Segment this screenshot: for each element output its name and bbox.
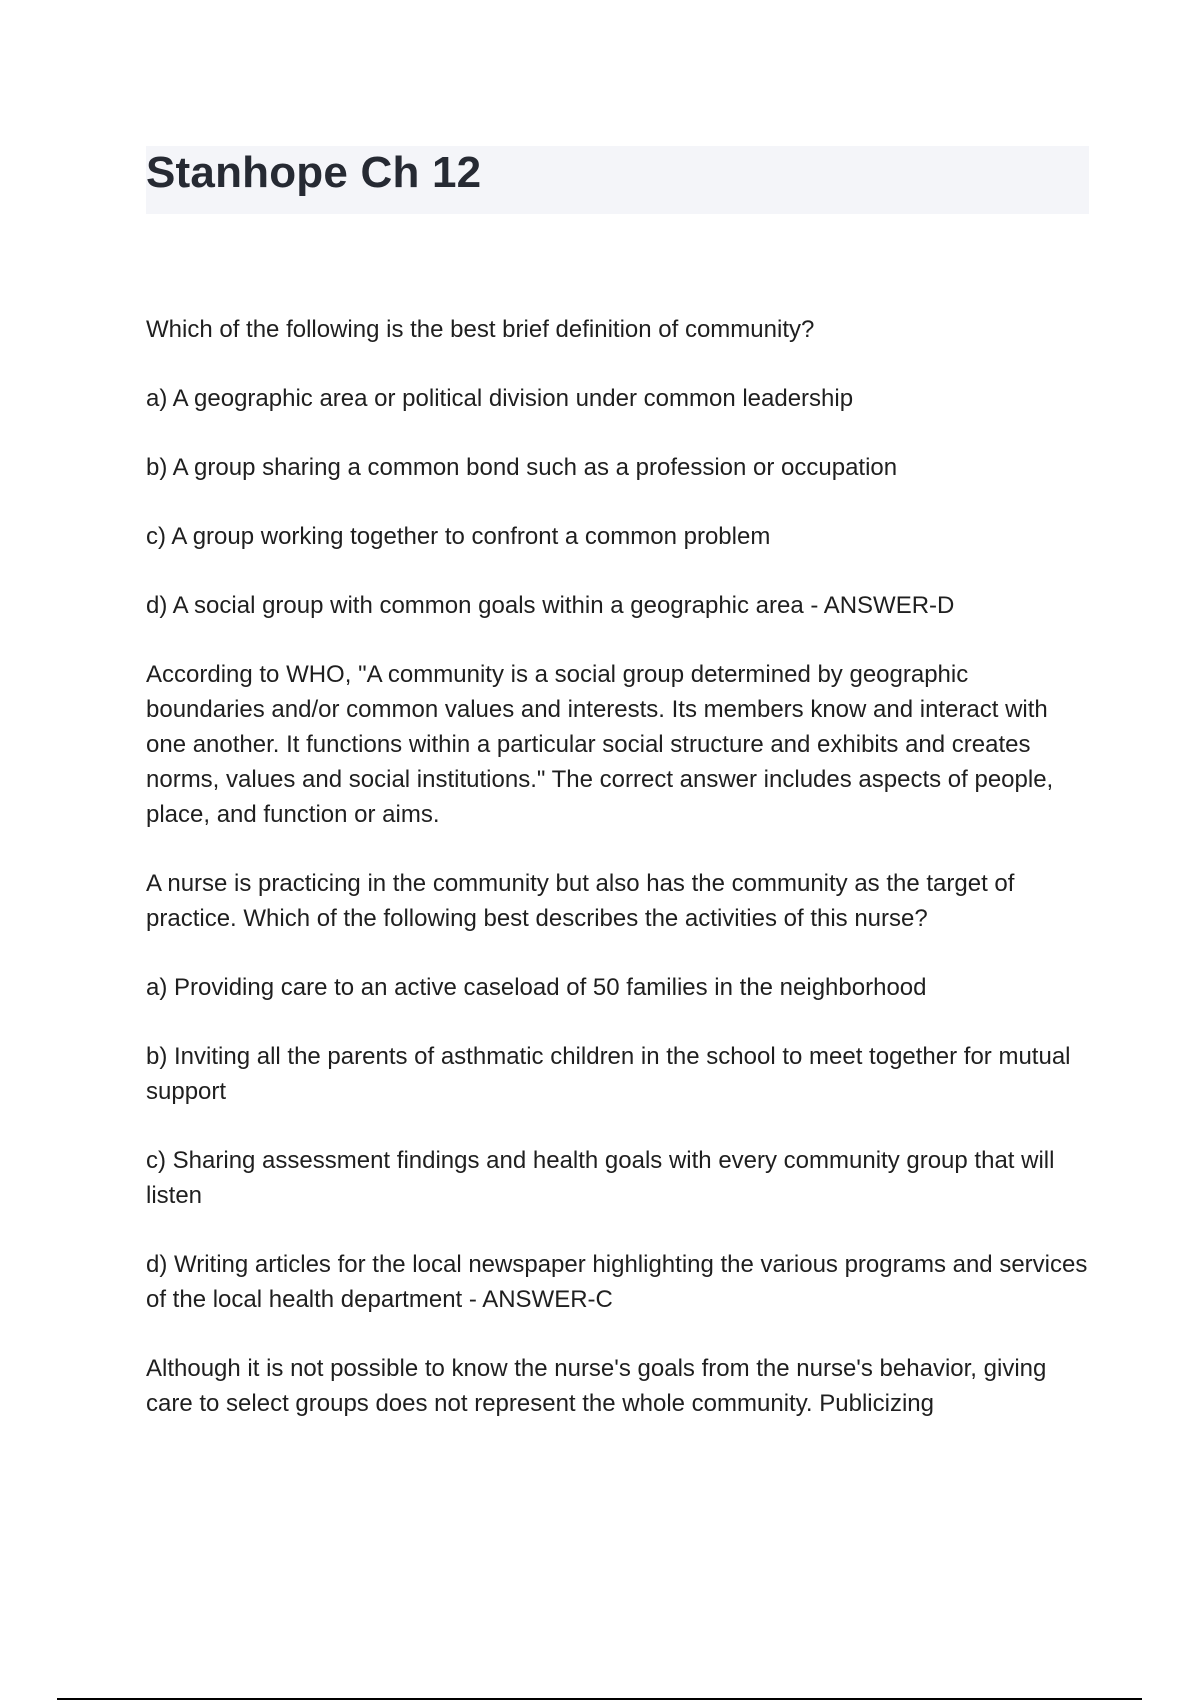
question-1-stem: Which of the following is the best brief definition of community? [146, 316, 815, 343]
question-1-option-b: b) A group sharing a common bond such as a profession or occupation [146, 454, 898, 481]
question-2-option-a: a) Providing care to an active caseload of 50 families in the neighborhood [146, 974, 927, 1001]
question-1-option-a: a) A geographic area or political division under common leadership [146, 385, 854, 412]
question-1-option-d: d) A social group with common goals within a geographic area - ANSWER-D [146, 592, 955, 619]
question-2-stem: A nurse is practicing in the community but also has the community as the target of practice. Which of the following best describes the activities of this nurse? [146, 870, 1015, 932]
question-1-rationale: According to WHO, "A community is a social group determined by geographic boundaries and/or common values and interests. Its members know and interact with one another. It functions within a particular social structure and exhibits and creates norms, values and social institutions." The correct answer includes aspects of people, place, and function or aims. [146, 661, 1054, 828]
document-body [146, 312, 1092, 1455]
question-2-option-c: c) Sharing assessment findings and health goals with every community group that will listen [146, 1147, 1055, 1209]
question-1-option-c: c) A group working together to confront a common problem [146, 523, 771, 550]
page-title: Stanhope Ch 12 [146, 148, 482, 197]
question-2-rationale: Although it is not possible to know the nurse's goals from the nurse's behavior, giving care to select groups does not represent the whole community. Publicizing [146, 1355, 1047, 1417]
question-2-option-d: d) Writing articles for the local newspaper highlighting the various programs and services of the local health department - ANSWER-C [146, 1251, 1088, 1313]
question-2-option-b: b) Inviting all the parents of asthmatic children in the school to meet together for mutual support [146, 1043, 1071, 1105]
